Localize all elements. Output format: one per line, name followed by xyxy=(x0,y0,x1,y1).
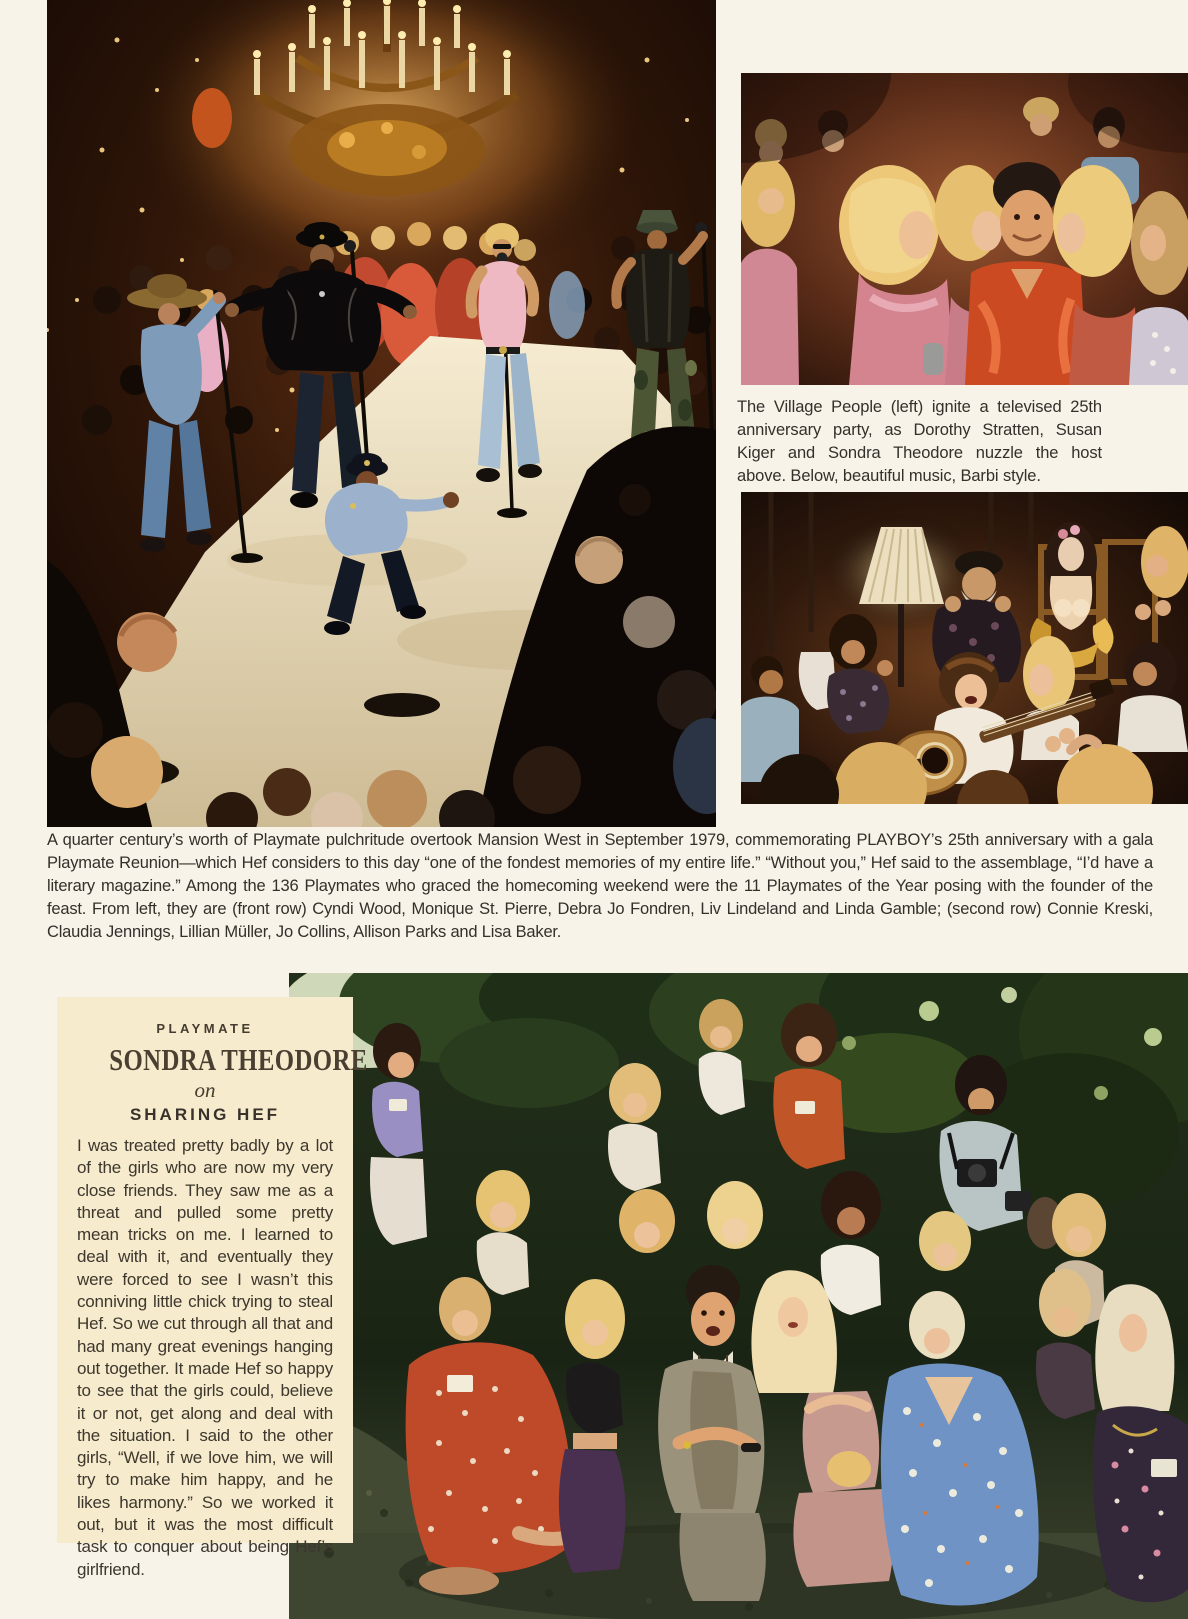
reunion-caption: A quarter century’s worth of Playmate pulchritude overtook Mansion West in September 1979, commemorating PLAYBOY’s 25th anniversary with a gala Playmate Reunion—which Hef considers to this day “one of the fondest memories of my entire life.” “Without you,” Hef said to the assemblage, “I’d have a literary magazine.” Among the 136 Playmates who graced the homecoming weekend were the 11 Playmates of the Year posing with the founder of the feast. From left, they are (front row) Cyndi Wood, Monique St. Pierre, Debra Jo Fondren, Liv Lindeland and Linda Gamble; (second row) Connie Kreski, Claudia Jennings, Lillian Müller, Jo Collins, Allison Parks and Lisa Baker. xyxy=(47,831,1153,941)
sidebar-playmate-name: SONDRA THEODORE xyxy=(109,1042,368,1077)
nuzzle-photo xyxy=(741,73,1188,385)
barbi-photo xyxy=(741,492,1188,804)
reunion-photo xyxy=(289,973,1188,1619)
sidebar-conjunction: on xyxy=(194,1078,216,1102)
sidebar-quote-body: I was treated pretty badly by a lot of the girls who are now my very close friends. They saw me as a threat and pulled some pretty mean tricks on me. I learned to deal with it, and eventually they were forced to see I wasn’t this conniving little chick trying to steal Hef. So we cut through all that and had many great evenings hanging out together. It made Hef so happy to see that the girls could, believe it or not, get along and deal with the situation. I said to the other girls, “Well, if we love him, we will try to make him happy, and he likes harmony.” So we worked it out, but it was the most difficult task to conquer about being Hef’s girlfriend. xyxy=(77,1136,333,1579)
sidebar-quote-box xyxy=(57,997,368,1579)
village-people-caption: The Village People (left) ignite a televised 25th anniversary party, as Dorothy Stratten, Susan Kiger and Sondra Theodore nuzzle the host above. Below, beautiful music, Barbi style. xyxy=(737,398,1102,485)
sidebar-kicker: PLAYMATE xyxy=(156,1021,254,1036)
sidebar-topic: SHARING HEF xyxy=(129,1105,281,1124)
stage-photo xyxy=(47,0,716,827)
